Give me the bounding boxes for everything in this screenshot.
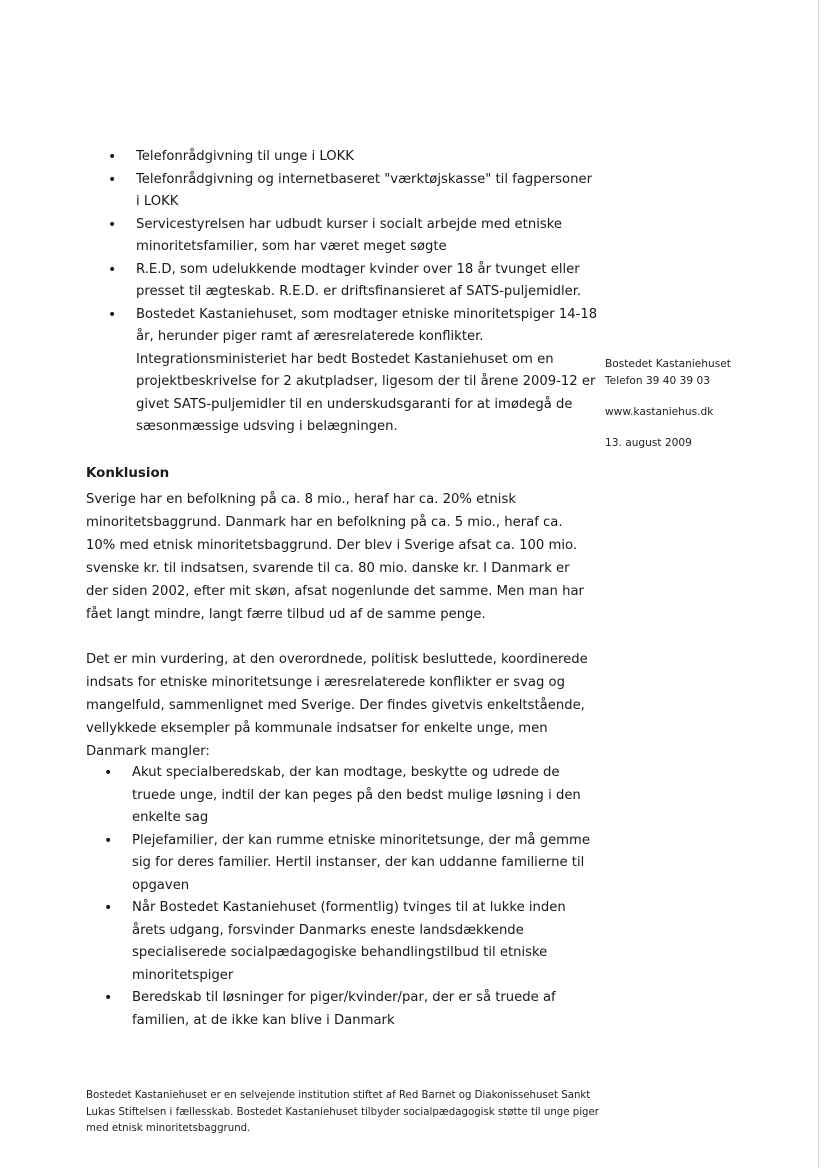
- sender-info: [605, 356, 805, 452]
- sender-website: www.kastaniehus.dk: [605, 406, 714, 418]
- list-item: • Akut specialberedskab, der kan modtage, beskytte og udrede de truede unge, indtil der kan peges på den bedst mulige løsning i den enkelte sag: [104, 762, 594, 830]
- list-item: • Beredskab til løsninger for piger/kvinder/par, der er så truede af familien, at de ikke kan blive i Danmark: [104, 987, 594, 1032]
- paragraph-assessment: Det er min vurdering, at den overordnede, politisk besluttede, koordinerede indsats for etniske minoritetsunge i æresrelaterede konflikter er svag og mangelfuld, sammenlignet med Sverige. Der findes givetvis enkeltstående, vellykkede eksempler på kommunale indsatser for enkelte unge, men Danmark mangler:: [86, 652, 588, 759]
- list-item: • Plejefamilier, der kan rumme etniske minoritetsunge, der må gemme sig for deres familier. Hertil instanser, der kan uddanne familierne til opgaven: [104, 830, 594, 898]
- list-item: • Telefonrådgivning og internetbaseret "værktøjskasse" til fagpersoner i LOKK: [108, 169, 598, 214]
- list-item: • Telefonrådgivning til unge i LOKK: [108, 146, 598, 169]
- list-item: • Når Bostedet Kastaniehuset (formentlig) tvinges til at lukke inden årets udgang, forsvinder Danmarks eneste landsdækkende specialiserede socialpædagogiske behandlingstilbud til etniske minoritetspiger: [104, 897, 594, 987]
- footer-text: Bostedet Kastaniehuset er en selvejende institution stiftet af Red Barnet og Diakonissehuset Sankt Lukas Stiftelsen i fællesskab. Bostedet Kastaniehuset tilbyder socialpædagogisk støtte til unge piger med etnisk minoritetsbaggrund.: [86, 1090, 599, 1134]
- bullet-list-services: [108, 146, 598, 439]
- sender-phone: Telefon 39 40 39 03: [605, 375, 710, 387]
- list-item: • Servicestyrelsen har udbudt kurser i socialt arbejde med etniske minoritetsfamilier, som har været meget søgte: [108, 214, 598, 259]
- bullet-list-missing: [104, 762, 594, 1032]
- list-item: • Bostedet Kastaniehuset, som modtager etniske minoritetspiger 14-18 år, herunder piger ramt af æresrelaterede konflikter. Integrationsministeriet har bedt Bostedet Kastaniehuset om en projektbeskrivelse for 2 akutpladser, ligesom der til årene 2009-12 er givet SATS-puljemidler til en underskudsgaranti for at imødegå de sæsonmæssige udsving i belægningen.: [108, 304, 598, 439]
- scan-edge-line: [818, 0, 819, 1168]
- section-heading-conclusion: Konklusion: [86, 466, 170, 481]
- sender-org: Bostedet Kastaniehuset: [605, 358, 731, 370]
- list-item: • R.E.D, som udelukkende modtager kvinder over 18 år tvunget eller presset til ægteskab. R.E.D. er driftsfinansieret af SATS-puljemidler.: [108, 259, 598, 304]
- paragraph-comparison: Sverige har en befolkning på ca. 8 mio., heraf har ca. 20% etnisk minoritetsbaggrund. Danmark har en befolkning på ca. 5 mio., heraf ca. 10% med etnisk minoritetsbaggrund. Der blev i Sverige afsat ca. 100 mio. svenske kr. til indsatsen, svarende til ca. 80 mio. danske kr. I Danmark er der siden 2002, efter mit skøn, afsat nogenlunde det samme. Men man har fået langt mindre, langt færre tilbud ud af de samme penge.: [86, 492, 584, 622]
- document-date: 13. august 2009: [605, 437, 692, 449]
